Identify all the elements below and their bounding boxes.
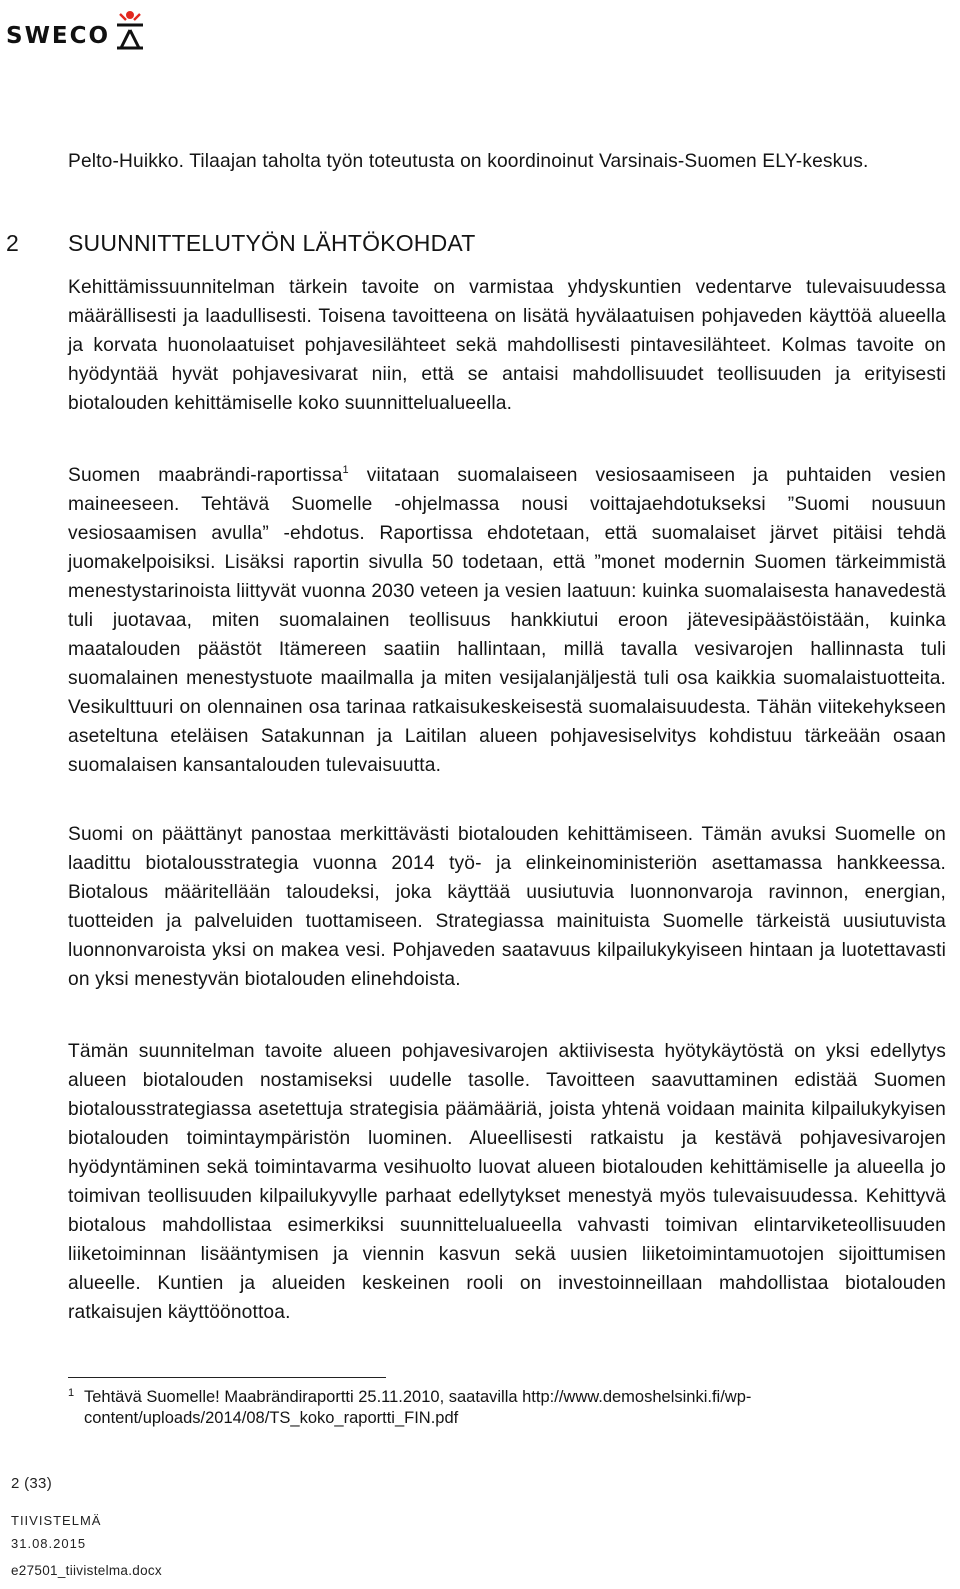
paragraph-bioeconomy: Suomi on päättänyt panostaa merkittävästi biotalouden kehittämiseen. Tämän avuksi Suomelle on laadittu biotalousstrategia vuonna 2014 työ- ja elinkeinoministeriön asettamassa hankkeessa. Biotalous määritellään taloudeksi, joka käyttää uusiutuvia luonnonvaroja ravinnon, energian, tuotteiden ja palveluiden tuottamiseen. Strategiassa mainituista Suomelle tärkeistä uusiutuvista luonnonvaroista yksi on makea vesi. Pohjaveden saatavuus kilpailukykyiseen hintaan ja luotettavasti on yksi menestyvän biotalouden elinehdoista. [68,824,946,990]
footnote-line-2[interactable]: content/uploads/2014/08/TS_koko_raportti_FIN.pdf [84,1409,459,1427]
sweco-logo [6,6,147,50]
p3-text-rest: viitataan suomalaiseen vesiosaamiseen ja puhtaiden vesien maineeseen. Tehtävä Suomelle -ohjelmassa nousi voittajaehdotukseksi ”Suomi nousuun vesiosaamisen avulla” -ehdotus. Raportissa ehdotetaan, että suomalaiset järvet pitäisi tehdä juomakelpoisiksi. Lisäksi raportin sivulla 50 todetaan, että ”monet modernin Suomen tärkeimmistä menestystarinoista liittyvät vuonna 2030 veteen ja vesien laatuun: kuinka suomalaisesta hanavedestä tuli juotavaa, miten suomalainen teollisuus hankkiutui eroon jätevesipäästöistään, kuinka maatalouden päästöt Itämereen saatiin hallintaan, millä tavalla vesivarojen hallinnasta tuli suomalainen menestystuote maailmalla ja miten vesijalanjäljestä tuli osa kaikkia suomalaistuotteita. Vesikulttuuri on olennainen osa tarinaa ratkaisukeskeisestä suomalaisuudesta. Tähän viitekehykseen aseteltuna eteläisen Satakunnan ja Laitilan alueen pohjavesiselvitys kohdistuu tärkeään osaan suomalaisen kansantalouden tulevaisuutta. [68,465,946,776]
footnote: 1 Tehtävä Suomelle! Maabrändiraportti 25.11.2010, saatavilla http://www.demoshelsinki.fi/wp- content/uploads/2014/08/TS_koko_raportti_FIN.pdf [68,1387,928,1429]
paragraph-country-brand [68,461,946,780]
page-number: 2 (33) [11,1475,52,1492]
p3-text-start: Suomen maabrändi-raportissa [68,465,343,486]
sweco-figure-icon [113,10,147,50]
paragraph-intro: Pelto-Huikko. Tilaajan taholta työn toteutusta on koordinoinut Varsinais-Suomen ELY-keskus. [68,151,869,172]
section-heading [6,228,946,258]
footnote-separator [68,1377,386,1378]
document-filename: e27501_tiivistelma.docx [11,1563,162,1578]
section-number: 2 [6,230,19,256]
document-type: TIIVISTELMÄ [11,1513,102,1528]
logo-wordmark: SWECO [6,23,111,49]
section-title: SUUNNITTELUTYÖN LÄHTÖKOHDAT [68,230,476,256]
footnote-line-1[interactable]: Tehtävä Suomelle! Maabrändiraportti 25.11.2010, saatavilla http://www.demoshelsinki.fi/wp- [84,1388,752,1406]
paragraph-plan-goal: Tämän suunnitelman tavoite alueen pohjavesivarojen aktiivisesta hyötykäytöstä on yksi edellytys alueen biotalouden nostamiseksi uudelle tasolle. Tavoitteen saavuttaminen edistää Suomen biotalousstrategiassa asetettuja strategisia päämääriä, joista yhtenä voidaan mainita kilpailukykyisen biotalouden toimintaympäristön luominen. Alueellisesti ratkaistu ja kestävä pohjavesivarojen hyödyntäminen sekä toimintavarma vesihuolto luovat alueen biotalouden kehittämiselle ja alueella jo toimivan teollisuuden kilpailukyvylle parhaat edellytykset menestyä myös tulevaisuudessa. Kehittyvä biotalous mahdollistaa esimerkiksi suunnittelualueella vahvasti toimivan elintarviketeollisuuden liiketoiminnan lisääntymisen ja viennin kasvun sekä uusien liiketoimintamuotojen sijoittumisen alueelle. Kuntien ja alueiden keskeinen rooli on investoinneillaan mahdollistaa biotalouden ratkaisujen käyttöönottoa. [68,1041,946,1323]
document-date: 31.08.2015 [11,1536,87,1551]
paragraph-goals: Kehittämissuunnitelman tärkein tavoite on varmistaa yhdyskuntien vedentarve tulevaisuudessa määrällisesti ja laadullisesti. Toisena tavoitteena on lisätä hyvälaatuisen pohjaveden käyttöä alueella ja korvata huonolaatuiset pohjavesilähteet sekä mahdollisesti pintavesilähteet. Kolmas tavoite on hyödyntää hyvät pohjavesivarat niin, että se antaisi mahdollisuudet teollisuuden ja erityisesti biotalouden kehittämiselle koko suunnittelualueella. [68,277,946,414]
footnote-reference[interactable]: 1 [342,463,349,476]
